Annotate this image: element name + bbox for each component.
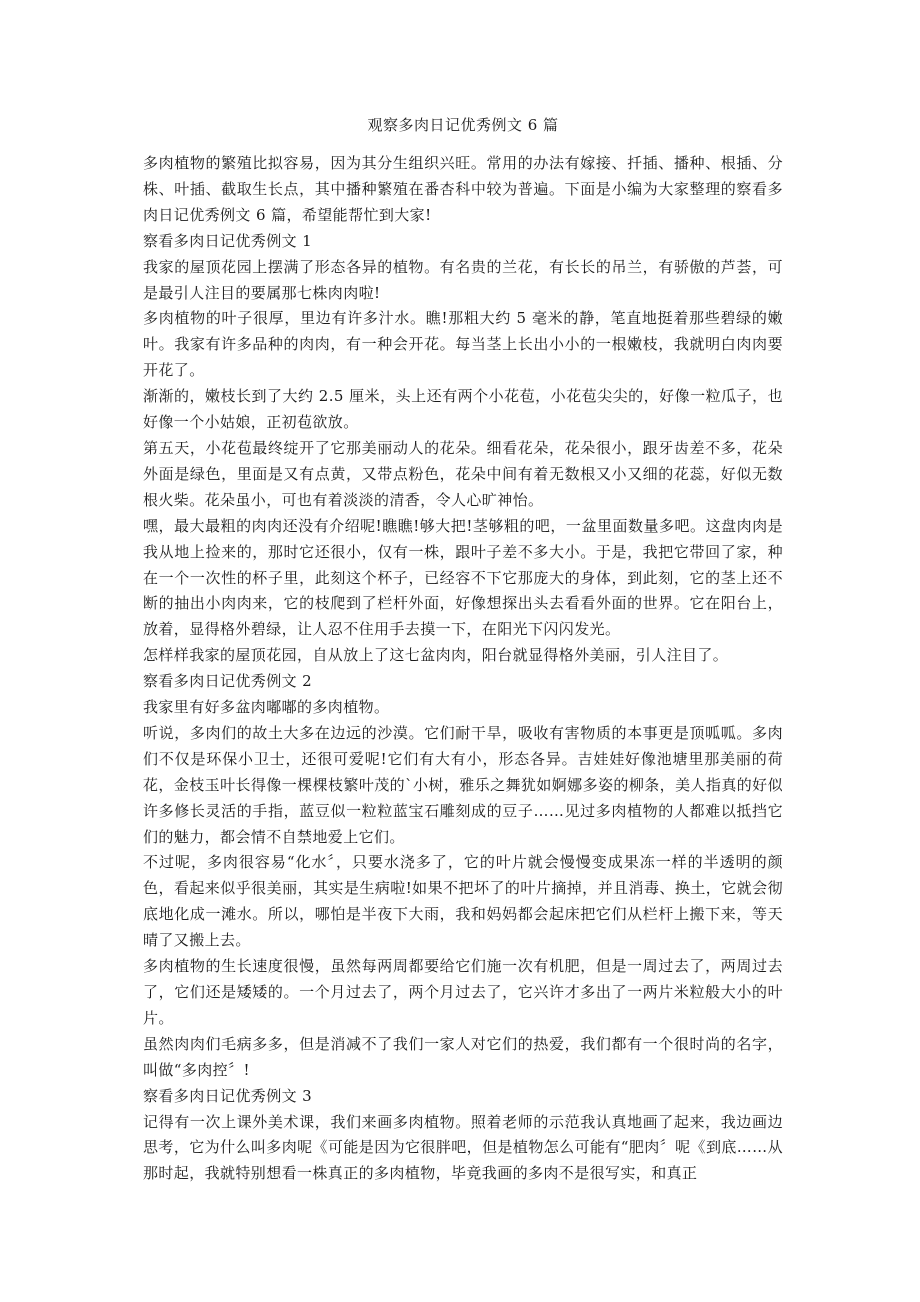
paragraph: 嘿，最大最粗的肉肉还没有介绍呢!瞧瞧!够大把!茎够粗的吧，一盆里面数量多吧。这盘肉肉是我从地上捡来的，那时它还很小，仅有一株，跟叶子差不多大小。于是，我把它带回了家，种在一个一次性的杯子里，此刻这个杯子，已经容不下它那庞大的身体，到此刻，它的茎上还不断的抽出小肉肉来，它的枝爬到了栏杆外面，好像想探出头去看看外面的世界。它在阳台上，放着，显得格外碧绿，让人忍不住用手去摸一下，在阳光下闪闪发光。 [143, 516, 783, 639]
paragraph: 怎样样我家的屋顶花园，自从放上了这七盆肉肉，阳台就显得格外美丽，引人注目了。 [143, 646, 729, 665]
paragraph: 我家里有好多盆肉嘟嘟的多肉植物。 [143, 698, 390, 717]
paragraph: 渐渐的，嫩枝长到了大约 2.5 厘米，头上还有两个小花苞，小花苞尖尖的，好像一粒瓜子，也好像一个小姑娘，正初苞欲放。 [143, 387, 783, 432]
paragraph: 记得有一次上课外美术课，我们来画多肉植物。照着老师的示范我认真地画了起来，我边画边思考，它为什么叫多肉呢《可能是因为它很胖吧，但是植物怎么可能有“肥肉〞呢《到底……从那时起，我就特别想看一株真正的多肉植物，毕竟我画的多肉不是很写实，和真正 [143, 1112, 783, 1183]
paragraph: 虽然肉肉们毛病多多，但是消减不了我们一家人对它们的热爱，我们都有一个很时尚的名字，叫做“多肉控〞! [143, 1034, 783, 1079]
section-heading-2: 察看多肉日记优秀例文 2 [143, 672, 313, 691]
paragraph: 不过呢，多肉很容易“化水〞，只要水浇多了，它的叶片就会慢慢变成果冻一样的半透明的颜色，看起来似乎很美丽，其实是生病啦!如果不把坏了的叶片摘掉，并且消毒、换土，它就会彻底地化成一滩水。所以，哪怕是半夜下大雨，我和妈妈都会起床把它们从栏杆上搬下来，等天晴了又搬上去。 [143, 853, 783, 950]
intro-paragraph: 多肉植物的繁殖比拟容易，因为其分生组织兴旺。常用的办法有嫁接、扦插、播种、根插、分株、叶插、截取生长点，其中播种繁殖在番杏科中较为普遍。下面是小编为大家整理的察看多肉日记优秀例文 6 篇，希望能帮忙到大家! [143, 154, 783, 224]
paragraph: 多肉植物的叶子很厚，里边有许多汁水。瞧!那粗大约 5 毫米的静，笔直地挺着那些碧绿的嫩叶。我家有许多品种的肉肉，有一种会开花。每当茎上长出小小的一根嫩枝，我就明白肉肉要开花了。 [143, 309, 783, 380]
paragraph: 听说，多肉们的故土大多在边远的沙漠。它们耐干旱，吸收有害物质的本事更是顶呱呱。多肉们不仅是环保小卫士，还很可爱呢!它们有大有小，形态各异。吉娃娃好像池塘里那美丽的荷花，金枝玉叶长得像一棵棵枝繁叶茂的`小树，雅乐之舞犹如婀娜多姿的柳条，美人指真的好似许多修长灵活的手指，蓝豆似一粒粒蓝宝石雕刻成的豆子……见过多肉植物的人都难以抵挡它们的魅力，都会情不自禁地爱上它们。 [143, 723, 783, 846]
paragraph: 第五天，小花苞最终绽开了它那美丽动人的花朵。细看花朵，花朵很小，跟牙齿差不多，花朵外面是绿色，里面是又有点黄，又带点粉色，花朵中间有着无数根又小又细的花蕊，好似无数根火柴。花朵虽小，可也有着淡淡的清香，令人心旷神怡。 [143, 438, 783, 509]
paragraph: 多肉植物的生长速度很慢，虽然每两周都要给它们施一次有机肥，但是一周过去了，两周过去了，它们还是矮矮的。一个月过去了，两个月过去了，它兴许才多出了一两片米粒般大小的叶片。 [143, 957, 783, 1027]
paragraph: 我家的屋顶花园上摆满了形态各异的植物。有名贵的兰花，有长长的吊兰，有骄傲的芦荟，可是最引人注目的要属那七株肉肉啦! [143, 257, 783, 302]
document-body [143, 151, 783, 1187]
section-heading-1: 察看多肉日记优秀例文 1 [143, 231, 313, 250]
section-heading-3: 察看多肉日记优秀例文 3 [143, 1086, 313, 1105]
document-page [143, 113, 783, 1187]
document-title: 观察多肉日记优秀例文 6 篇 [367, 116, 559, 134]
